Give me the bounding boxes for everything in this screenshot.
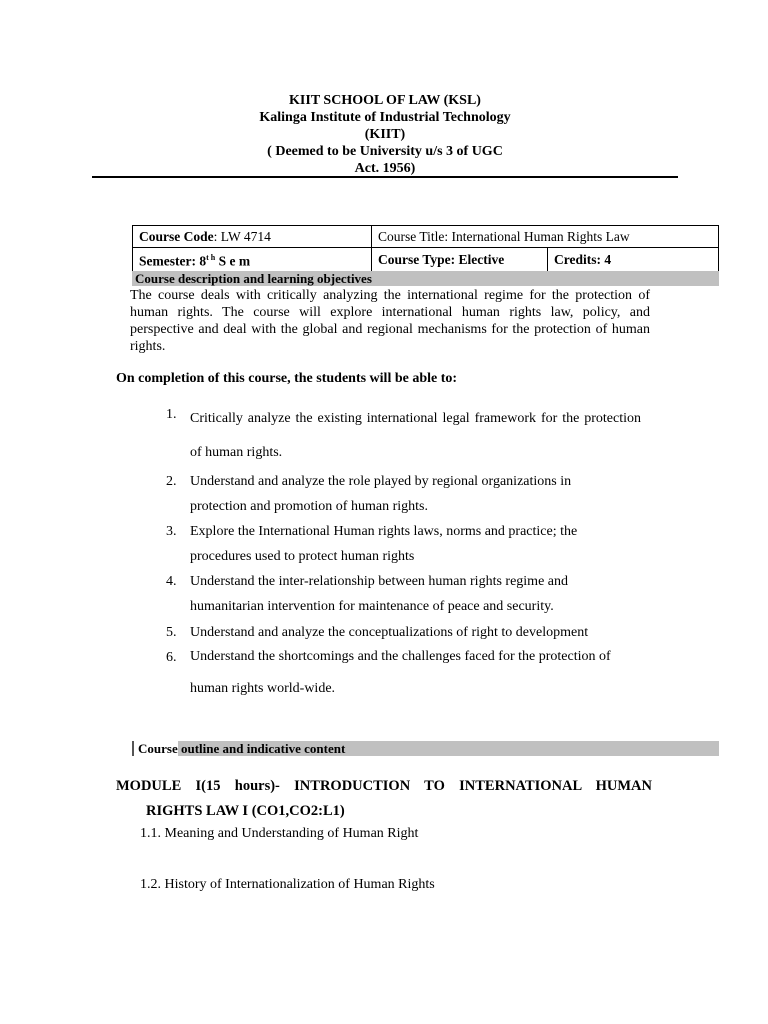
header-divider bbox=[92, 176, 678, 178]
course-title-cell: Course Title: International Human Rights Law bbox=[372, 226, 719, 248]
document-header bbox=[92, 92, 678, 177]
objective-text: Understand the inter-relationship between human rights regime and humanitarian intervention for maintenance of peace and security. bbox=[190, 574, 568, 614]
objective-number: 1. bbox=[166, 407, 177, 422]
course-code-label: Course Code bbox=[139, 229, 214, 244]
semester-cell bbox=[133, 248, 372, 272]
university-act: Act. 1956) bbox=[354, 161, 416, 176]
objective-text: Explore the International Human rights laws, norms and practice; the procedures used to protect human rights bbox=[190, 524, 578, 564]
objective-item bbox=[166, 519, 641, 569]
objective-item bbox=[166, 402, 641, 470]
semester-superscript: t h bbox=[206, 253, 216, 262]
school-name: KIIT SCHOOL OF LAW (KSL) bbox=[289, 93, 481, 108]
course-code-cell bbox=[133, 226, 372, 248]
course-info-table bbox=[132, 225, 719, 272]
objective-text: Understand and analyze the conceptualizations of right to development bbox=[190, 625, 589, 640]
objective-number: 2. bbox=[166, 474, 177, 489]
completion-intro: On completion of this course, the students will be able to: bbox=[116, 371, 458, 386]
course-type-cell: Course Type: Elective bbox=[372, 248, 548, 272]
institute-name: Kalinga Institute of Industrial Technology bbox=[259, 110, 511, 125]
objective-text: Understand and analyze the role played by regional organizations in protection and promotion of human rights. bbox=[190, 474, 572, 514]
module-title-line1: MODULE I(15 hours)- INTRODUCTION TO INTERNATIONAL HUMAN bbox=[116, 778, 652, 794]
objective-text: Understand the shortcomings and the challenges faced for the protection of human rights world-wide. bbox=[190, 649, 611, 696]
objective-item bbox=[166, 645, 641, 705]
objective-number: 5. bbox=[166, 625, 177, 640]
university-status: ( Deemed to be University u/s 3 of UGC bbox=[267, 144, 503, 159]
module-heading bbox=[116, 774, 652, 824]
objective-text: Critically analyze the existing international legal framework for the protection of human rights. bbox=[190, 411, 641, 460]
semester-unit: S e m bbox=[215, 253, 251, 269]
objective-item bbox=[166, 569, 641, 619]
objective-number: 4. bbox=[166, 574, 177, 589]
module-title-line2: RIGHTS LAW I (CO1,CO2:L1) bbox=[146, 803, 345, 819]
section-heading-description: Course description and learning objectives bbox=[132, 271, 719, 286]
semester-label: Semester: 8 bbox=[139, 253, 207, 269]
module-subtopic: 1.1. Meaning and Understanding of Human Right bbox=[140, 826, 419, 841]
objective-number: 3. bbox=[166, 524, 177, 539]
section-heading-outline bbox=[132, 741, 719, 756]
module-subtopic: 1.2. History of Internationalization of Human Rights bbox=[140, 877, 435, 892]
objective-number: 6. bbox=[166, 650, 177, 665]
course-description: The course deals with critically analyzing the international regime for the protection of human rights. The course will explore international human rights law, policy, and perspective and deal with the global and regional mechanisms for the protection of human rights. bbox=[130, 288, 650, 354]
institute-abbreviation: (KIIT) bbox=[364, 127, 406, 142]
credits-cell: Credits: 4 bbox=[548, 248, 719, 272]
outline-heading-rest: outline and indicative content bbox=[177, 741, 346, 756]
course-code-value: : LW 4714 bbox=[213, 229, 271, 244]
objective-item bbox=[166, 469, 641, 519]
outline-heading-word: Course bbox=[134, 741, 178, 756]
